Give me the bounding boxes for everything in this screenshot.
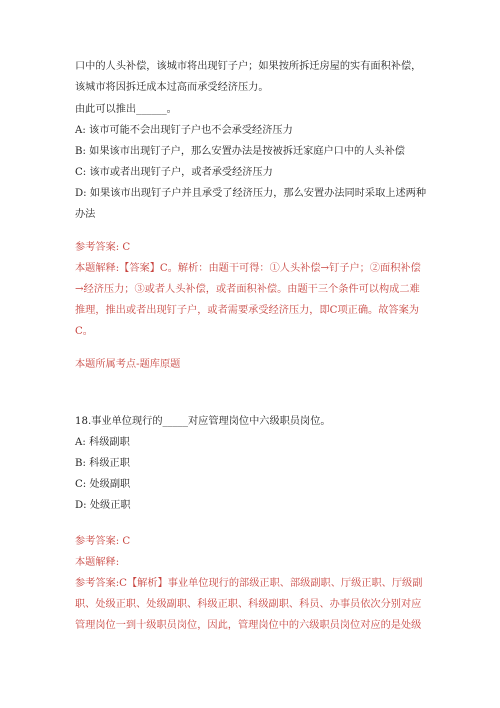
q18-option-a: A: 科级副职 (75, 437, 130, 448)
q17-stem-line-3: 由此可以推出______。 (75, 104, 177, 115)
q17-option-c: C: 该市或者出现钉子户，或者承受经济压力 (75, 167, 273, 178)
q17-explanation-line-4: C。 (75, 326, 93, 337)
q18-answer: 参考答案: C (75, 536, 131, 547)
q18-option-b: B: 科级正职 (75, 458, 130, 469)
q18-option-d: D: 处级正职 (75, 500, 131, 511)
q18-explanation-label: 本题解释: (75, 557, 120, 568)
q17-topic: 本题所属考点-题库原题 (75, 359, 181, 370)
q17-stem-line-1: 口中的人头补偿，该城市将出现钉子户；如果按所拆迁房屋的实有面积补偿， (75, 61, 422, 72)
q17-stem-line-2: 该城市将因拆迁成本过高而承受经济压力。 (75, 82, 269, 93)
q17-explanation-line-1: 本题解释:【答案】C。解析：由题干可得：①人头补偿→钉子户；②面积补偿 (75, 263, 421, 274)
q18-explanation-line-2: 职、处级正职、处级副职、科级正职、科级副职、科员、办事员依次分别对应 (75, 599, 422, 610)
q17-option-a: A: 该市可能不会出现钉子户也不会承受经济压力 (75, 125, 293, 136)
q18-explanation-line-3: 管理岗位一到十级职员岗位，因此，管理岗位中的六级职员岗位对应的是处级 (75, 620, 422, 631)
q18-explanation-line-1: 参考答案:C【解析】事业单位现行的部级正职、部级副职、厅级正职、厅级副 (75, 578, 423, 589)
q17-explanation-line-2: →经济压力；③或者人头补偿，或者面积补偿。由题干三个条件可以构成二难 (75, 284, 420, 295)
q17-option-b: B: 如果该市出现钉子户，那么安置办法是按被拆迁家庭户口中的人头补偿 (75, 146, 405, 157)
q17-option-d: D: 如果该市出现钉子户并且承受了经济压力，那么安置办法同时采取上述两种 (75, 188, 427, 199)
q18-option-c: C: 处级副职 (75, 479, 131, 490)
q18-stem: 18.事业单位现行的_____对应管理岗位中六级职员岗位。 (75, 416, 331, 427)
q17-option-d-continuation: 办法 (75, 209, 96, 220)
q17-explanation-line-3: 推理，推出或者出现钉子户，或者需要承受经济压力，即C项正确。故答案为 (75, 305, 419, 316)
q17-answer: 参考答案: C (75, 242, 131, 253)
